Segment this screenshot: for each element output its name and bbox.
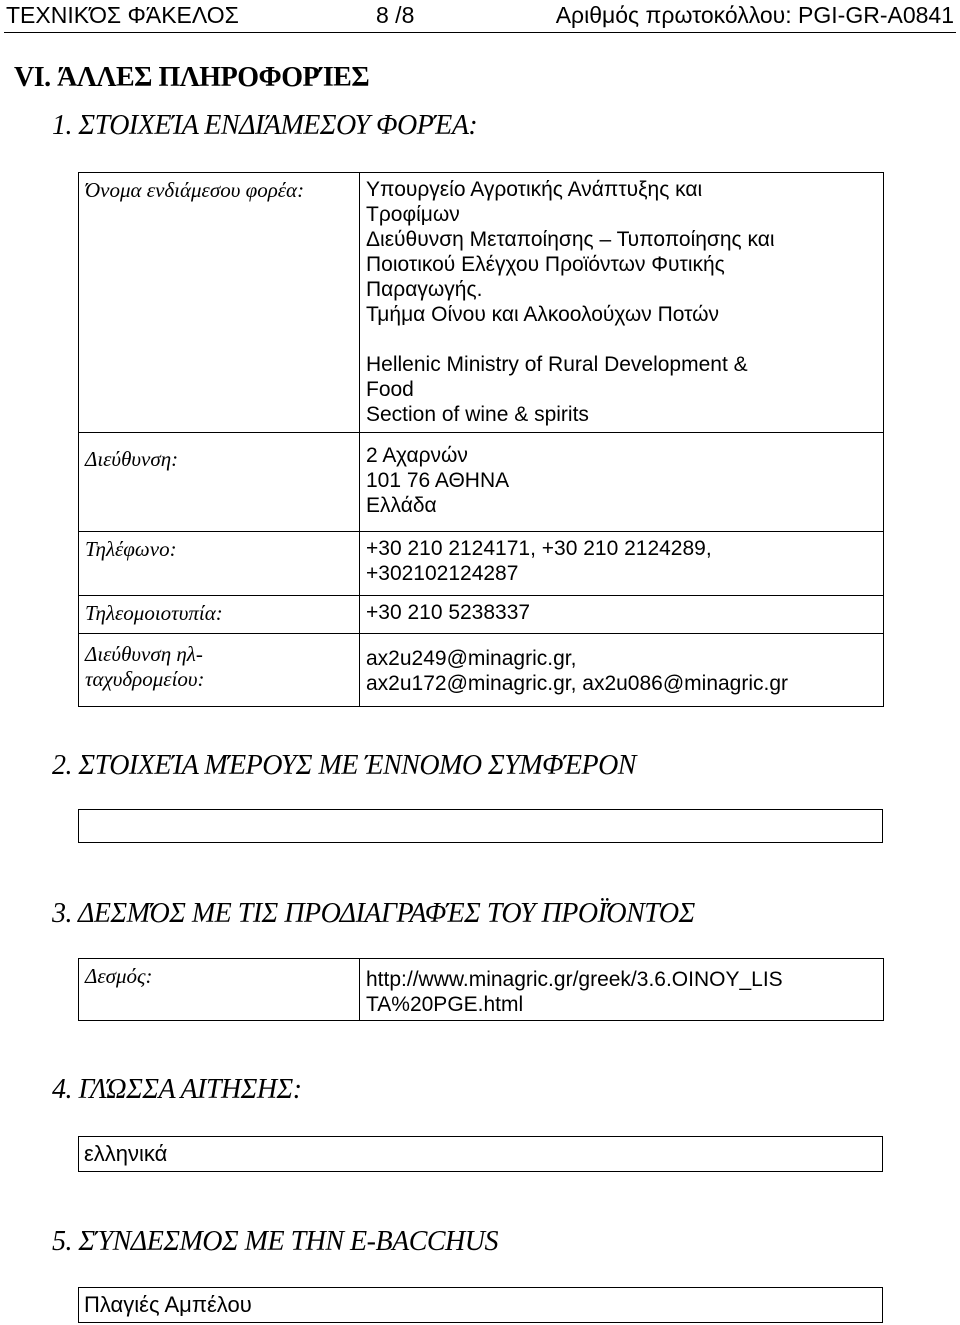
- fax-value: +30 210 5238337: [360, 596, 884, 634]
- address-label: Διεύθυνση:: [79, 433, 360, 532]
- protocol-number: Αριθμός πρωτοκόλλου: PGI-GR-A0841: [555, 2, 954, 28]
- section5-heading: 5. ΣΎΝΔΕΣΜΟΣ ΜΕ ΤΗΝ E-BACCHUS: [52, 1226, 498, 1257]
- section2-heading: 2. ΣΤΟΙΧΕΊΑ ΜΈΡΟΥΣ ΜΕ ΈΝΝΟΜΟ ΣΥΜΦΈΡΟΝ: [52, 750, 636, 781]
- name-value: Υπουργείο Αγροτικής Ανάπτυξης και Τροφίμων Διεύθυνση Μεταποίησης – Τυποποίησης και Ποιοτικού Ελέγχου Προϊόντων Φυτικής Παραγωγής. Τμήμα Οίνου και Αλκοολούχων Ποτών Hellenic Ministry of Rural Development & Food Section of wine & spirits: [360, 173, 884, 433]
- phone-value: +30 210 2124171, +30 210 2124289, +302102124287: [360, 532, 884, 596]
- page-header: [4, 0, 956, 33]
- section4-heading: 4. ΓΛΏΣΣΑ ΑΙΤΗΣΗΣ:: [52, 1074, 302, 1105]
- phone-label: Τηλέφωνο:: [79, 532, 360, 596]
- intermediary-table: [78, 172, 884, 707]
- table-row: [79, 596, 884, 634]
- language-box: ελληνικά: [78, 1136, 883, 1172]
- table-row: [79, 634, 884, 707]
- section-vi-title: VI. ΆΛΛΕΣ ΠΛΗΡΟΦΟΡΊΕΣ: [14, 62, 370, 93]
- table-row: [79, 959, 884, 1021]
- table-row: [79, 173, 884, 433]
- email-label: Διεύθυνση ηλ- ταχυδρομείου:: [79, 634, 360, 707]
- link-value[interactable]: http://www.minagric.gr/greek/3.6.OINOY_LIS TA%20PGE.html: [360, 959, 884, 1021]
- address-value: 2 Αχαρνών 101 76 ΑΘΗΝΑ Ελλάδα: [360, 433, 884, 532]
- interested-party-box: [78, 809, 883, 843]
- fax-label: Τηλεομοιοτυπία:: [79, 596, 360, 634]
- link-label: Δεσμός:: [79, 959, 360, 1021]
- page-number: 8 /8: [376, 2, 415, 28]
- name-label: Όνομα ενδιάμεσου φορέα:: [79, 173, 360, 433]
- table-row: [79, 433, 884, 532]
- section3-heading: 3. ΔΕΣΜΌΣ ΜΕ ΤΙΣ ΠΡΟΔΙΑΓΡΑΦΈΣ ΤΟΥ ΠΡΟΪΌΝΤΟΣ: [52, 898, 695, 929]
- table-row: [79, 532, 884, 596]
- section1-heading: 1. ΣΤΟΙΧΕΊΑ ΕΝΔΙΆΜΕΣΟΥ ΦΟΡΈΑ:: [52, 110, 478, 141]
- ebacchus-box: Πλαγιές Αμπέλου: [78, 1287, 883, 1323]
- email-value: ax2u249@minagric.gr, ax2u172@minagric.gr, ax2u086@minagric.gr: [360, 634, 884, 707]
- specification-link-table: [78, 958, 884, 1021]
- document-type: ΤΕΧΝΙΚΌΣ ΦΆΚΕΛΟΣ: [6, 2, 239, 28]
